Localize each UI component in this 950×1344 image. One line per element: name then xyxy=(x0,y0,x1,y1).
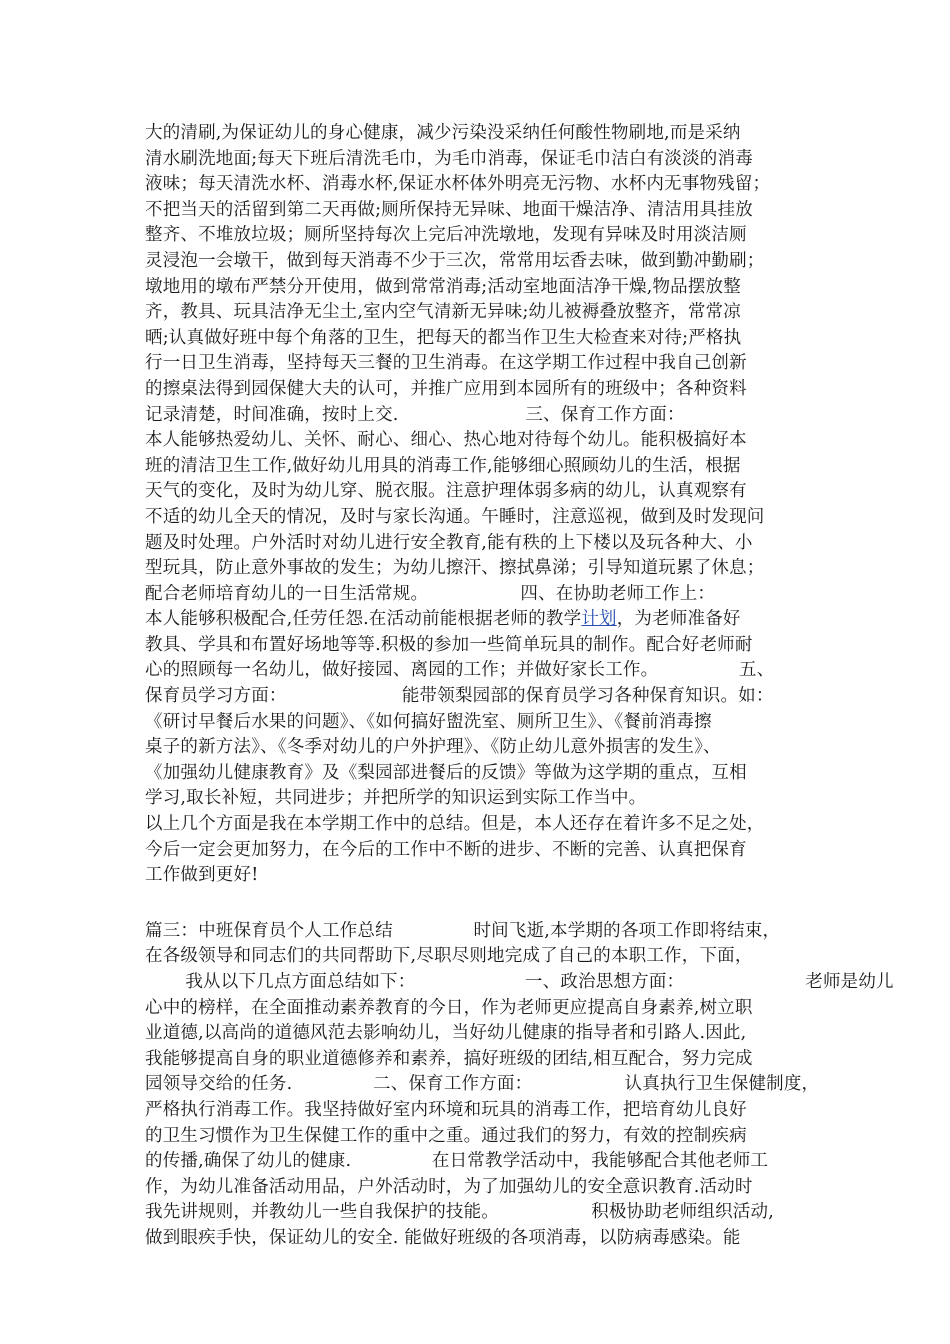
text-line: 保育员学习方面： 能带领梨园部的保育员学习各种保育知识。如： xyxy=(145,686,774,707)
text-line: 今后一定会更加努力，在今后的工作中不断的进步、不断的完善、认真把保育 xyxy=(145,839,747,860)
text-line: 业道德,以高尚的道德风范去影响幼儿，当好幼儿健康的指导者和引路人.因此, xyxy=(145,1023,747,1044)
text-line: 做到眼疾手快，保证幼儿的安全. 能做好班级的各项消毒，以防病毒感染。能 xyxy=(145,1227,741,1248)
text-line: 天气的变化，及时为幼儿穿、脱衣服。注意护理体弱多病的幼儿，认真观察有 xyxy=(145,481,747,502)
text-line: 工作做到更好! xyxy=(145,865,259,886)
text-line: 的传播,确保了幼儿的健康. 在日常教学活动中，我能够配合其他老师工 xyxy=(145,1151,769,1172)
text-line: 齐，教具、玩具洁净无尘土,室内空气清新无异味;幼儿被褥叠放整齐，常常凉 xyxy=(145,302,741,323)
text-line: 墩地用的墩布严禁分开使用，做到常常消毒;活动室地面洁净干燥,物品摆放整 xyxy=(145,276,741,297)
text-line: 心的照顾每一名幼儿，做好接园、离园的工作；并做好家长工作。 五、 xyxy=(145,660,775,681)
plan-link[interactable]: 计划 xyxy=(581,609,617,630)
text-line: 大的清刷,为保证幼儿的身心健康，减少污染没采纳任何酸性物刷地,而是采纳 xyxy=(145,123,741,143)
text-segment: ，为老师准备好 xyxy=(616,609,741,630)
text-line: 行一日卫生消毒，坚持每天三餐的卫生消毒。在这学期工作过程中我自己创新 xyxy=(145,353,747,374)
text-line: 《研讨早餐后水果的问题》、《如何搞好盥洗室、厕所卫生》、《餐前消毒擦 xyxy=(145,711,712,732)
text-line: 以上几个方面是我在本学期工作中的总结。但是，本人还存在着许多不足之处， xyxy=(145,814,765,835)
text-line: 桌子的新方法》、《冬季对幼儿的户外护理》、《防止幼儿意外损害的发生》、 xyxy=(145,737,721,758)
document-body xyxy=(145,121,894,1252)
text-line: 我从以下几点方面总结如下： 一、政治思想方面： 老师是幼儿 xyxy=(145,972,894,992)
text-line: 不把当天的活留到第二天再做;厕所保持无异味、地面干燥洁净、清洁用具挂放 xyxy=(145,199,753,220)
text-line: 严格执行消毒工作。我坚持做好室内环境和玩具的消毒工作，把培育幼儿良好 xyxy=(145,1099,747,1120)
text-line: 在各级领导和同志们的共同帮助下,尽职尽则地完成了自己的本职工作，下面， xyxy=(145,946,753,967)
text-line: 《加强幼儿健康教育》及《梨园部进餐后的反馈》等做为这学期的重点，互相 xyxy=(145,762,747,783)
text-line: 作，为幼儿准备活动用品，户外活动时，为了加强幼儿的安全意识教育.活动时 xyxy=(145,1176,753,1197)
text-line: 我能够提高自身的职业道德修养和素养，搞好班级的团结,相互配合，努力完成 xyxy=(145,1048,753,1069)
text-line-with-link xyxy=(145,607,825,633)
text-line: 班的清洁卫生工作,做好幼儿用具的消毒工作,能够细心照顾幼儿的生活，根据 xyxy=(145,455,741,476)
text-line: 我先讲规则，并教幼儿一些自我保护的技能。 积极协助老师组织活动, xyxy=(145,1202,774,1223)
text-line: 的擦桌法得到园保健大夫的认可，并推广应用到本园所有的班级中；各种资料 xyxy=(145,378,747,399)
text-line: 学习,取长补短，共同进步；并把所学的知识运到实际工作当中。 xyxy=(145,788,647,809)
text-line: 记录清楚，时间准确，按时上交. 三、保育工作方面： xyxy=(145,404,685,425)
text-line: 篇三：中班保育员个人工作总结 时间飞逝,本学期的各项工作即将结束， xyxy=(145,920,781,941)
text-segment: 本人能够积极配合,任劳任怨.在活动前能根据老师的教学 xyxy=(145,609,582,630)
text-line: 园领导交给的任务. 二、保育工作方面： 认真执行卫生保健制度， xyxy=(145,1074,820,1095)
text-line: 晒;认真做好班中每个角落的卫生，把每天的都当作卫生大检查来对待;严格执 xyxy=(145,327,742,348)
text-line: 的卫生习惯作为卫生保健工作的重中之重。通过我们的努力，有效的控制疾病 xyxy=(145,1125,747,1146)
text-line: 题及时处理。户外活时对幼儿进行安全教育,能有秩的上下楼以及玩各种大、小 xyxy=(145,532,753,553)
text-line: 灵浸泡一会墩干，做到每天消毒不少于三次，常常用坛香去味，做到勤冲勤刷； xyxy=(145,250,765,271)
text-line: 型玩具，防止意外事故的发生；为幼儿擦汗、擦拭鼻涕；引导知道玩累了休息； xyxy=(145,558,765,579)
section-gap xyxy=(145,889,825,919)
text-line: 配合老师培育幼儿的一日生活常规。 四、在协助老师工作上： xyxy=(145,583,716,604)
text-line: 不适的幼儿全天的情况，及时与家长沟通。午睡时，注意巡视，做到及时发现问 xyxy=(145,506,765,527)
text-line: 本人能够热爱幼儿、关怀、耐心、细心、热心地对待每个幼儿。能积极搞好本 xyxy=(145,430,747,451)
text-line: 清水刷洗地面;每天下班后清洗毛巾，为毛巾消毒，保证毛巾洁白有淡淡的消毒 xyxy=(145,148,753,169)
text-line: 教具、学具和布置好场地等等.积极的参加一些简单玩具的制作。配合好老师耐 xyxy=(145,634,753,655)
text-line: 心中的榜样，在全面推动素养教育的今日，作为老师更应提高自身素养,树立职 xyxy=(145,997,753,1018)
text-line: 整齐、不堆放垃圾；厕所坚持每次上完后冲洗墩地，发现有异味及时用淡洁厕 xyxy=(145,225,747,246)
text-line: 液味；每天清洗水杯、消毒水杯,保证水杯体外明亮无污物、水杯内无事物残留； xyxy=(145,174,771,195)
